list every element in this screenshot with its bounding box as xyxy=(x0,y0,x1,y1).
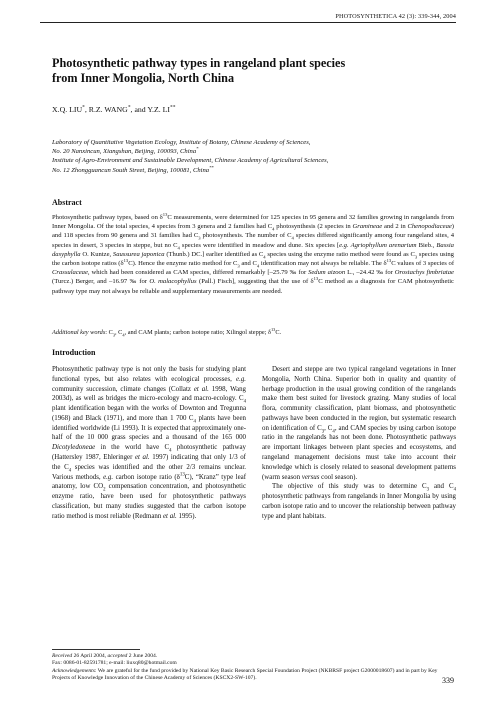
abstract-body: Photosynthetic pathway types, based on $\delta^{13}C$ measurements, were determined for 125 species in 95 genera and 32 families growing in rangelands from Inner Mongolia. Of the total species, 4 species from 3 genera and 2 families had $C_4$ photosynthesis (2 species in Gramineae and 2 in Chenopodiaceae) and 118 species from 90 genera and 31 families had $C_3$ photosynthesis. The number of $C_4$ species differed significantly among four rangeland sites, 4 species in desert, 3 species in steppe, but no $C_4$ species were identified in meadow and dune. Six species [e.g. Agriophyllum arenarium Bieb., Bassia dasyphylla O. Kuntze, Saussurea japonica (Thunb.) DC.] earlier identified as $C_4$ species using the enzyme ratio method were found as $C_3$ species using the carbon isotope ratios $(\delta^{13}C)$. Hence the enzyme ratio method for $C_3$ and $C_4$ identification may not always be reliable. The $\delta^{13}C$ values of 3 species of Crassulaceae, which had been considered as CAM species, differed remarkably [–25.79 ‰ for Sedum aizoon L., –24.42 ‰ for Orostachys fimbriatae (Turcz.) Berger, and –16.97 ‰ for O. malacophyllus (Pall.) Fisch], suggesting that the use of $\delta^{13}C$ method as a diagnosis for CAM photosynthetic pathway type may not always be reliable and supplementary measurements are needed. xyxy=(52,211,455,295)
affiliations xyxy=(52,138,472,175)
affiliation-line: No. 12 Zhongguancun South Street, Beijing, 100081, China** xyxy=(52,164,214,174)
paragraph: The objective of this study was to determine $C_3$ and $C_4$ photosynthetic pathways from rangelands in Inner Mongolia by using carbon isotope ratio and to uncover the relationship between pathway type and plant habitats. xyxy=(262,483,456,520)
title-line-1: Photosynthetic pathway types in rangeland plant species xyxy=(52,56,346,70)
keywords-label: Additional key words xyxy=(52,329,106,336)
author-2-mark: * xyxy=(127,104,131,111)
author-separator: , xyxy=(84,105,89,114)
contact-note: Fax: 0086-01-82591781; e-mail: liuxq80@hotmail.com xyxy=(52,660,177,667)
affiliation-line: Institute of Agro-Environment and Sustainable Development, Chinese Academy of Agricultural Sciences, xyxy=(52,157,329,165)
footnote-rule xyxy=(52,649,140,650)
author-list xyxy=(52,105,175,114)
author-3-mark: ** xyxy=(169,104,176,111)
received-note: Received 26 April 2004, accepted 2 June 2004. xyxy=(52,653,158,659)
header-rule xyxy=(40,22,456,23)
title-line-2: from Inner Mongolia, North China xyxy=(52,71,235,85)
acknowledgements-note: Acknowledgements: We are grateful for the fund provided by National Key Basic Research Special Foundation Project (NKBRSF project G2000018607) and in part by Key Projects of Knowledge Innovation of the Chinese Academy of Sciences (KSCX2-SW-107). xyxy=(52,667,438,681)
keywords: Additional key words: $C_3$, $C_4$, and CAM plants; carbon isotope ratio; Xilingol steppe; $\delta^{13}C$. xyxy=(52,326,282,338)
author-1: X.Q. LIU xyxy=(52,105,83,114)
footnotes xyxy=(52,653,454,682)
author-separator: , and xyxy=(130,105,148,114)
left-column xyxy=(52,365,246,522)
paragraph: Photosynthetic pathway type is not only the basis for studying plant functional types, but also relates with ecological processes, e.g. community succession, climate changes (Collatz et al. 1998, Wang 2003d), as well as bridges the micro-ecology and macro-ecology. $C_4$ plant identification began with the works of Downton and Tregunna (1968) and Black (1971), and more than 1 700 $C_4$ plants have been identified worldwide (Li 1993). It is expected that approximately one-half of the 10 000 grass species and a thousand of the 165 000 Dicotyledoneae in the world have $C_4$ photosynthetic pathway (Hattersley 1987, Ehleringer et al. 1997) indicating that only 1/3 of the $C_4$ species was identified and the other 2/3 remains unclear. Various methods, e.g. carbon isotope ratio $(\delta^{13}C)$, “Kranz” type leaf anatomy, low $CO_2$ compensation concentration, and photosynthetic enzyme ratio, have been used for photosynthetic pathways classification, but many studies suggested that the carbon isotope ratio method is most reliable (Redmann et al. 1995). xyxy=(52,366,247,520)
affiliation-line: Laboratory of Quantitative Vegetation Ecology, Institute of Botany, Chinese Academy of Sciences, xyxy=(52,139,311,146)
running-head: PHOTOSYNTHETICA 42 (3): 339-344, 2004 xyxy=(335,13,456,20)
author-3: Y.Z. LI xyxy=(147,105,170,114)
author-1-mark: * xyxy=(82,104,85,111)
article-title xyxy=(52,56,452,86)
page-number: 339 xyxy=(442,676,454,685)
author-2: R.Z. WANG xyxy=(88,105,128,114)
affiliation-line: No. 20 Nanxincun, Xiangshan, Beijing, 100093, China* xyxy=(52,146,199,156)
introduction-heading: Introduction xyxy=(52,348,96,357)
abstract-heading: Abstract xyxy=(52,198,82,207)
right-column xyxy=(262,365,456,522)
paragraph: Desert and steppe are two typical rangeland vegetations in Inner Mongolia, North China. Superior both in quality and quantity of herbage production in the usual growing condition of the rangelands make them best suited for livestock grazing. Many studies of local flora, community classification, plant biomass, and photosynthetic pathways have been conducted in the region, but systematic research on identification of $C_3$, $C_4$, and CAM species by using carbon isotope ratio in the rangelands has not been done. Photosynthetic pathways are important linkages between plant species and ecosystems, and rangeland management decisions must take into account their knowledge which is closely related to seasonal development patterns (warm season versus cool season). xyxy=(262,366,457,481)
